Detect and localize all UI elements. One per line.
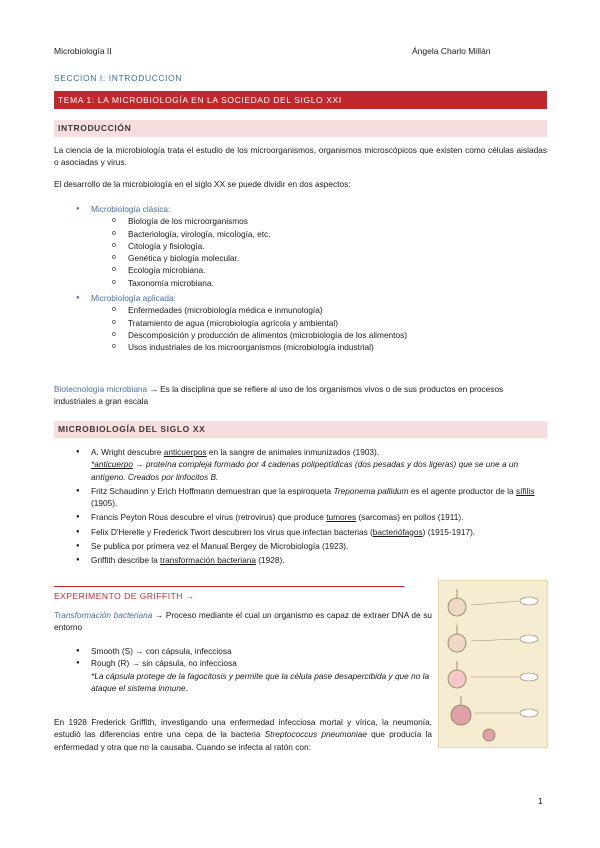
list-item-fritz bbox=[54, 485, 547, 510]
chapter-banner: TEMA 1: LA MICROBIOLOGÍA EN LA SOCIEDAD DEL SIGLO XXI bbox=[54, 91, 547, 109]
antibody-term: anticuerpos bbox=[163, 447, 207, 457]
transformation-term: Transformación bacteriana bbox=[54, 610, 153, 620]
list-item: o Enfermedades (microbiología médica e inmunología) bbox=[54, 304, 547, 316]
list-item-bergey: ● Se publica por primera vez el Manual Bergey de Microbiología (1923). bbox=[54, 540, 547, 552]
list-item-rous bbox=[54, 511, 547, 523]
list-item-griffith bbox=[54, 554, 547, 566]
text: (1928). bbox=[255, 555, 285, 566]
transformation-term: transformación bacteriana bbox=[160, 555, 256, 566]
header-author: Ángela Charlo Millán bbox=[412, 46, 491, 56]
species-name: Streptococcus pneumoniae bbox=[264, 729, 367, 740]
text: Felix D'Herelle y Frederick Twort descubren los virus que infectan bacterias ( bbox=[91, 526, 373, 537]
antibody-note-term: *anticuerpo bbox=[91, 459, 133, 470]
biotech-paragraph bbox=[54, 383, 547, 408]
siglo-xx-heading: MICROBIOLOGÍA DEL SIGLO XX bbox=[54, 421, 547, 438]
list-item: o Ecología microbiana. bbox=[54, 264, 547, 276]
text: es el agente productor de la bbox=[408, 485, 516, 496]
list-item-classic bbox=[54, 203, 547, 289]
text: Rough (R) → sin cápsula, no infecciosa bbox=[91, 658, 237, 669]
intro-paragraph-2: El desarrollo de la microbiología en el siglo XX se puede dividir en dos aspectos: bbox=[54, 179, 351, 189]
list-item: o Bacteriología, virología, micología, etc. bbox=[54, 228, 547, 240]
text: ) (1915-1917). bbox=[422, 526, 476, 537]
phage-term: bacteriófagos bbox=[372, 526, 423, 537]
text: Fritz Schaudinn y Erich Hoffmann demuestran que la espiroqueta bbox=[91, 485, 334, 496]
list-item-rough bbox=[54, 657, 432, 694]
biotech-term: Biotecnología microbiana bbox=[54, 384, 148, 394]
antibody-note: → proteína compleja formado por 4 cadenas polipeptídicas (dos pesadas y dos ligeras) que se une a un antígeno. Creados por linfocitos B. bbox=[91, 459, 519, 482]
syphilis-term: sífilis bbox=[515, 485, 535, 496]
siglo-xx-list bbox=[54, 446, 547, 567]
flask-illustration bbox=[439, 581, 547, 747]
list-item-smooth: ● Smooth (S) → con cápsula, infecciosa bbox=[54, 645, 432, 657]
species-name: Treponema pallidum bbox=[333, 485, 409, 496]
text: (sarcomas) en pollos (1911). bbox=[356, 512, 464, 523]
griffith-heading: EXPERIMENTO DE GRIFFITH → bbox=[54, 591, 195, 601]
text: que producía la enfermedad y otra que no la causaba. Cuando se infecta al ratón con: bbox=[54, 729, 432, 752]
text: Francis Peyton Rous descubre el virus (retrovirus) que produce bbox=[91, 512, 327, 523]
text: En 1928 Frederick Griffith, investigando una enfermedad infecciosa mortal y vírica, la neumonía, estudió las diferencias entre una cepa de la bacteria bbox=[54, 717, 432, 740]
tumor-term: tumores bbox=[326, 512, 357, 523]
griffith-experiment-figure bbox=[438, 580, 548, 748]
text: A. Wright descubre bbox=[91, 447, 164, 457]
section-title: SECCION I: INTRODUCCION bbox=[54, 73, 183, 83]
list-item-applied bbox=[54, 292, 547, 353]
list-item: o Biología de los microorganismos bbox=[54, 215, 547, 227]
page-number: 1 bbox=[538, 796, 543, 806]
list-item-wright bbox=[54, 446, 547, 483]
transformation-definition: → Proceso mediante el cual un organismo es capaz de extraer DNA de su entorno bbox=[54, 610, 432, 633]
text: (1905). bbox=[91, 498, 118, 509]
list-item: o Genética y biología molecular. bbox=[54, 252, 547, 264]
aspects-list bbox=[54, 203, 547, 354]
capsule-note: *La cápsula protege de la fagocitosis y permite que la célula pase desapercibida y que no la ataque el sistema inmune. bbox=[91, 670, 430, 693]
transformation-paragraph bbox=[54, 609, 432, 634]
biotech-definition: → Es la disciplina que se refiere al uso de los organismos vivos o de sus productos en procesos industriales a gran escala bbox=[54, 384, 504, 407]
list-item: o Usos industriales de los microorganismos (microbiología industrial) bbox=[54, 341, 547, 353]
list-item-felix bbox=[54, 526, 547, 538]
applied-label: Microbiología aplicada: bbox=[91, 293, 176, 304]
list-item: o Taxonomía microbiana. bbox=[54, 277, 547, 289]
text: en la sangre de animales inmunizados (1903). bbox=[206, 447, 380, 457]
strains-list bbox=[54, 645, 432, 694]
text: Griffith describe la bbox=[91, 555, 161, 566]
header-course: Microbiología II bbox=[54, 46, 112, 56]
list-item: o Citología y fisiología. bbox=[54, 240, 547, 252]
classic-label: Microbiología clásica: bbox=[91, 204, 171, 214]
griffith-paragraph bbox=[54, 716, 432, 753]
intro-paragraph-1: La ciencia de la microbiología trata el estudio de los microorganismos, organismos microscópicos que existen como células aisladas o asociadas y virus. bbox=[54, 145, 547, 168]
list-item: o Descomposición y producción de alimentos (microbiología de los alimentos) bbox=[54, 329, 547, 341]
list-item: o Tratamiento de agua (microbiología agrícola y ambiental) bbox=[54, 317, 547, 329]
divider bbox=[54, 586, 404, 587]
intro-heading: INTRODUCCIÓN bbox=[54, 120, 547, 137]
